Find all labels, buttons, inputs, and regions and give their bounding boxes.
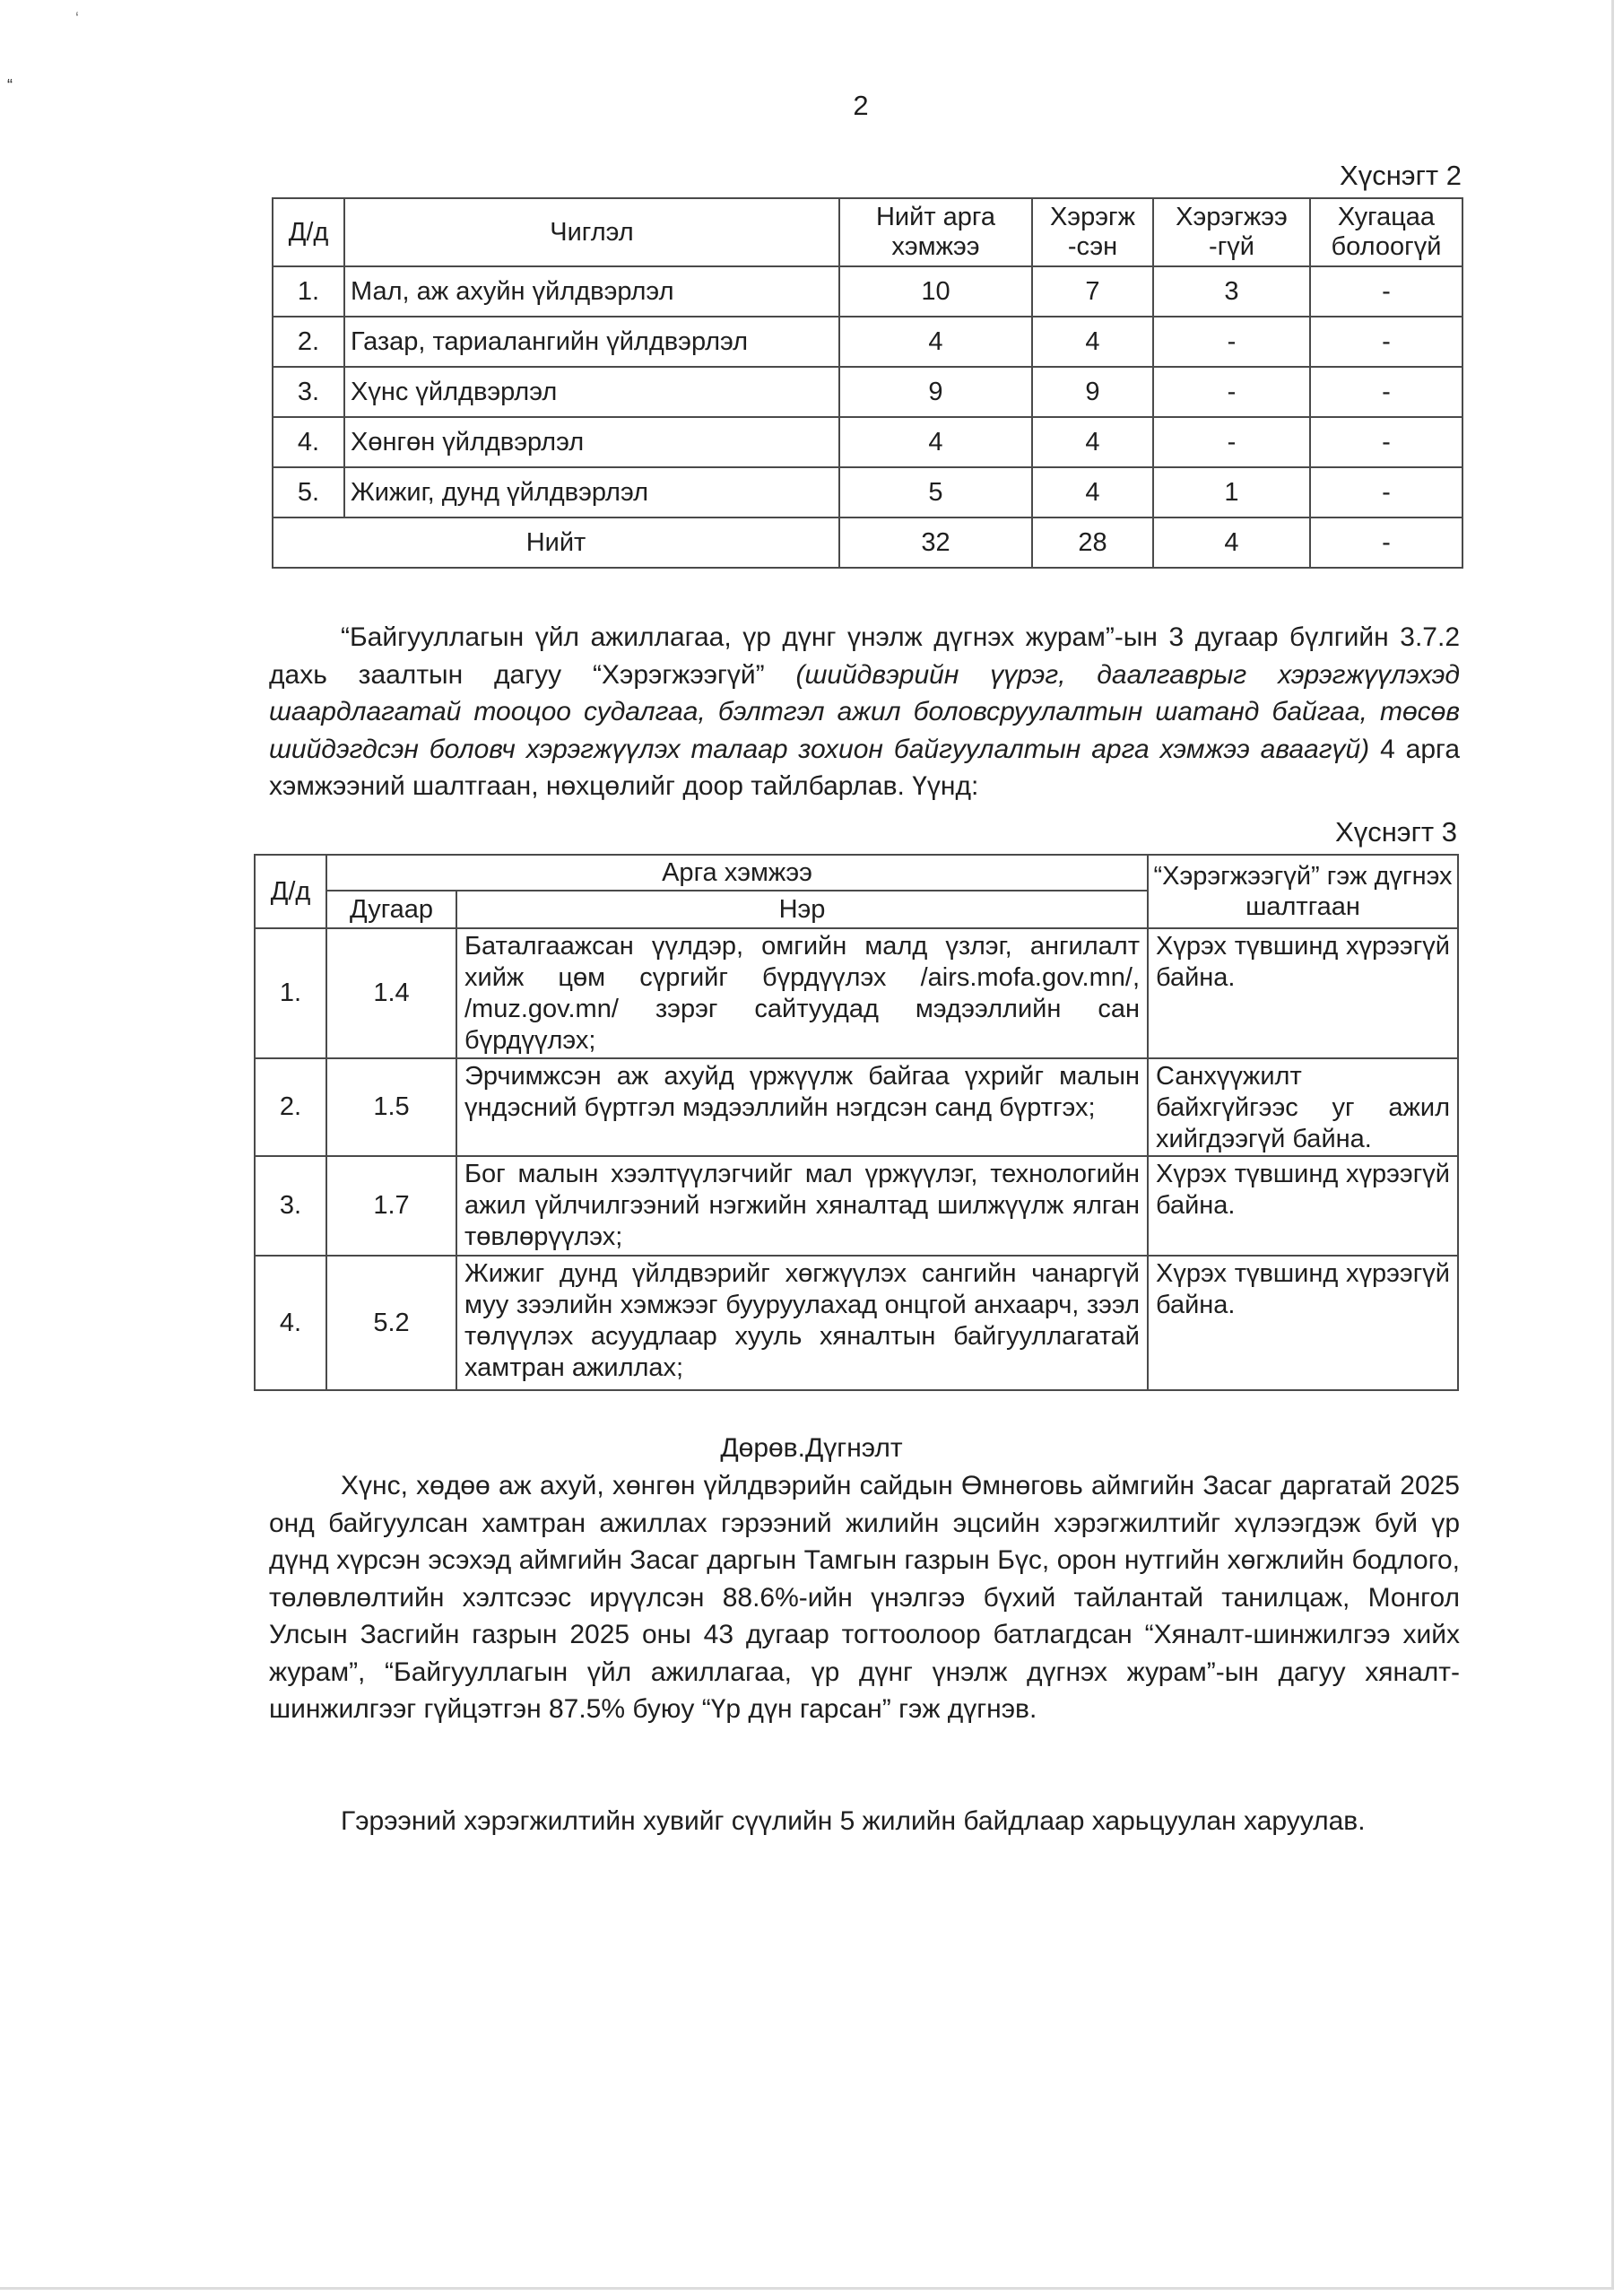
header-direction: Чиглэл — [344, 198, 839, 266]
header-total: Нийт арга хэмжээ — [839, 198, 1032, 266]
cell-direction: Хүнс үйлдвэрлэл — [344, 367, 839, 417]
table-row — [255, 1058, 1458, 1156]
cell-total: 4 — [839, 317, 1032, 367]
scan-artifact-mark: ʻ — [75, 10, 79, 28]
cell-number: 5.2 — [326, 1256, 456, 1390]
cell-name: Бог малын хээлтүүлэгчийг мал үржүүлэг, технологийн ажил үйлчилгээний нэгжийн хяналтад шилжүүлж ялган төвлөрүүлэх; — [456, 1156, 1148, 1256]
cell-not-due: - — [1310, 266, 1462, 317]
total-not-done: 4 — [1153, 517, 1310, 568]
cell-direction: Газар, тариалангийн үйлдвэрлэл — [344, 317, 839, 367]
table-2-header-row — [273, 198, 1462, 266]
cell-direction: Хөнгөн үйлдвэрлэл — [344, 417, 839, 467]
cell-not-due: - — [1310, 317, 1462, 367]
cell-name: Жижиг дунд үйлдвэрийг хөгжүүлэх сангийн чанаргүй муу зээлийн хэмжээг бууруулахад онцгой анхаарч, зээл төлүүлэх асуудлаар хууль хяналтын байгууллагатай хамтран ажиллах; — [456, 1256, 1148, 1390]
table-3-header-row — [255, 855, 1458, 891]
cell-not-done: 3 — [1153, 266, 1310, 317]
cell-no: 2. — [255, 1058, 326, 1156]
section-heading-conclusion: Дөрөв.Дүгнэлт — [720, 1433, 903, 1463]
cell-total: 10 — [839, 266, 1032, 317]
cell-done: 4 — [1032, 467, 1153, 517]
explanation-text-end: 4 арга хэмжээний шалтгаан, нөхцөлийг доор тайлбарлав. Үүнд: — [269, 734, 1460, 801]
table-row — [273, 317, 1462, 367]
scan-artifact-mark: “ — [7, 76, 13, 94]
header-measure: Арга хэмжээ — [326, 855, 1148, 891]
cell-done: 4 — [1032, 317, 1153, 367]
cell-reason: Хүрэх түвшинд хүрээгүй байна. — [1148, 928, 1458, 1058]
cell-no: 3. — [273, 367, 344, 417]
cell-number: 1.4 — [326, 928, 456, 1058]
table-row — [273, 367, 1462, 417]
cell-not-done: 1 — [1153, 467, 1310, 517]
explanation-definition-italic: (шийдвэрийн үүрэг, даалгаврыг хэрэгжүүлэхэд шаардлагатай тооцоо судалгаа, бэлтгэл ажил боловсруулалтын шатанд байгаа, төсөв шийдэгдсэн боловч хэрэгжүүлэх талаар зохион байгуулалтын арга хэмжээ аваагүй) — [269, 659, 1460, 764]
header-no: Д/д — [273, 198, 344, 266]
cell-total: 9 — [839, 367, 1032, 417]
cell-no: 1. — [255, 928, 326, 1058]
table-row — [255, 928, 1458, 1058]
cell-no: 3. — [255, 1156, 326, 1256]
table-2-caption: Хүснэгт 2 — [1340, 160, 1462, 191]
table-total-row — [273, 517, 1462, 568]
table-3-caption: Хүснэгт 3 — [1335, 816, 1457, 848]
cell-total: 4 — [839, 417, 1032, 467]
total-total: 32 — [839, 517, 1032, 568]
total-label: Нийт — [273, 517, 839, 568]
cell-direction: Мал, аж ахуйн үйлдвэрлэл — [344, 266, 839, 317]
cell-done: 7 — [1032, 266, 1153, 317]
cell-no: 1. — [273, 266, 344, 317]
table-row — [273, 467, 1462, 517]
header-reason: “Хэрэгжээгүй” гэж дүгнэх шалтгаан — [1148, 855, 1458, 928]
cell-name: Баталгаажсан үүлдэр, омгийн малд үзлэг, ангилалт хийж цөм сүргийг бүрдүүлэх /airs.mofa.gov.mn/, /muz.gov.mn/ зэрэг сайтуудад мэдээллийн сан бүрдүүлэх; — [456, 928, 1148, 1058]
header-number: Дугаар — [326, 891, 456, 928]
table-row — [255, 1156, 1458, 1256]
cell-direction: Жижиг, дунд үйлдвэрлэл — [344, 467, 839, 517]
header-name: Нэр — [456, 891, 1148, 928]
comparison-paragraph: Гэрээний хэрэгжилтийн хувийг сүүлийн 5 жилийн байдлаар харьцуулан харуулав. — [341, 1806, 1366, 1836]
cell-no: 2. — [273, 317, 344, 367]
table-3 — [254, 854, 1459, 1391]
cell-no: 4. — [273, 417, 344, 467]
cell-not-done: - — [1153, 317, 1310, 367]
conclusion-paragraph: Хүнс, хөдөө аж ахуй, хөнгөн үйлдвэрийн сайдын Өмнөговь аймгийн Засаг даргатай 2025 онд байгуулсан хамтран ажиллах гэрээний жилийн эцсийн хэрэгжилтийг хүлээгдэж буй үр дүнд хүрсэн эсэхэд аймгийн Засаг даргын Тамгын газрын Бүс, орон нутгийн хөгжлийн бодлого, төлөвлөлтийн хэлтсээс ирүүлсэн 88.6%-ийн үнэлгээ бүхий тайлантай танилцаж, Монгол Улсын Засгийн газрын 2025 оны 43 дугаар тогтоолоор батлагдсан “Хяналт-шинжилгээ хийх журам”, “Байгууллагын үйл ажиллагаа, үр дүнг үнэлж дүгнэх журам”-ын дагуу хяналт-шинжилгээг гүйцэтгэн 87.5% буюу “Үр дүн гарсан” гэж дүгнэв. — [269, 1471, 1460, 1724]
table-2 — [272, 197, 1463, 569]
cell-done: 4 — [1032, 417, 1153, 467]
header-not-done: Хэрэгжээ -гүй — [1153, 198, 1310, 266]
cell-reason: Хүрэх түвшинд хүрээгүй байна. — [1148, 1256, 1458, 1390]
cell-no: 4. — [255, 1256, 326, 1390]
total-done: 28 — [1032, 517, 1153, 568]
cell-no: 5. — [273, 467, 344, 517]
cell-not-due: - — [1310, 467, 1462, 517]
scan-page-edge-bottom — [0, 2287, 1614, 2290]
cell-not-due: - — [1310, 417, 1462, 467]
scan-page-edge-right — [1611, 0, 1614, 2289]
header-no: Д/д — [255, 855, 326, 928]
page-number: 2 — [853, 90, 869, 121]
table-row — [255, 1256, 1458, 1390]
table-row — [273, 266, 1462, 317]
cell-not-due: - — [1310, 367, 1462, 417]
cell-not-done: - — [1153, 417, 1310, 467]
total-not-due: - — [1310, 517, 1462, 568]
explanation-text: “Байгууллагын үйл ажиллагаа, үр дүнг үнэлж дүгнэх журам”-ын 3 дугаар бүлгийн 3.7.2 дахь заалтын дагуу “Хэрэгжээгүй” — [269, 622, 1460, 690]
header-not-due: Хугацаа болоогүй — [1310, 198, 1462, 266]
cell-not-done: - — [1153, 367, 1310, 417]
cell-name: Эрчимжсэн аж ахуйд үржүүлж байгаа үхрийг малын үндэсний бүртгэл мэдээллийн нэгдсэн санд бүртгэх; — [456, 1058, 1148, 1156]
cell-number: 1.5 — [326, 1058, 456, 1156]
cell-done: 9 — [1032, 367, 1153, 417]
cell-number: 1.7 — [326, 1156, 456, 1256]
table-row — [273, 417, 1462, 467]
header-done: Хэрэгж -сэн — [1032, 198, 1153, 266]
cell-total: 5 — [839, 467, 1032, 517]
cell-reason: Хүрэх түвшинд хүрээгүй байна. — [1148, 1156, 1458, 1256]
explanation-paragraph — [269, 619, 1460, 805]
cell-reason: Санхүүжилт байхгүйгээс уг ажил хийгдээгүй байна. — [1148, 1058, 1458, 1156]
